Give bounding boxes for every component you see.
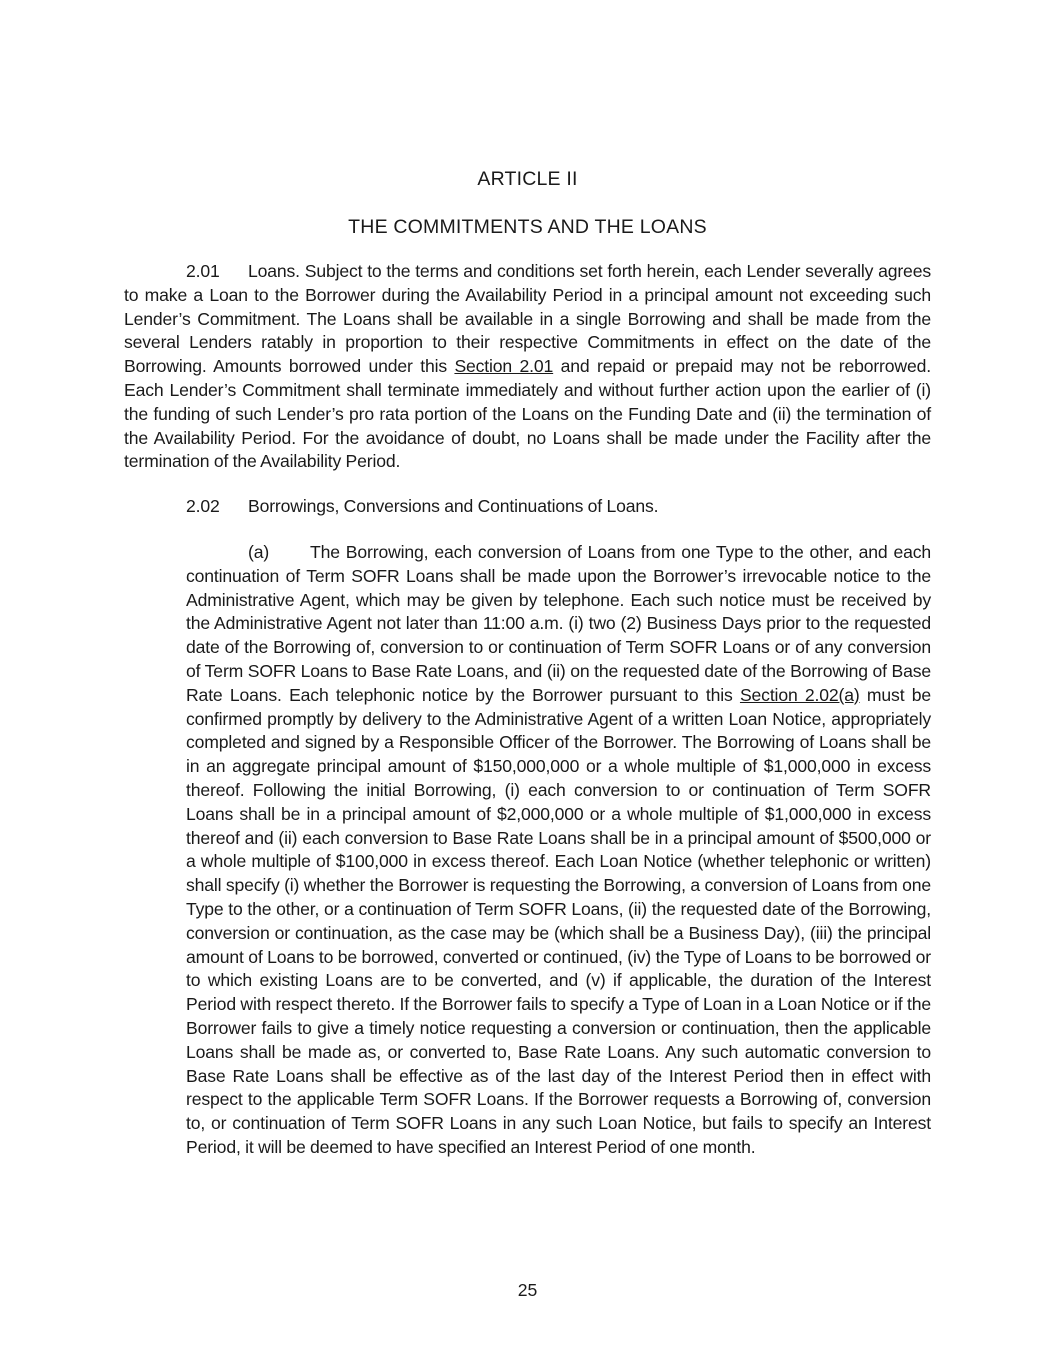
section-2-02-heading: Borrowings, Conversions and Continuations of Loans.: [248, 496, 659, 516]
subsection-a-label: (a): [248, 542, 270, 562]
section-2-02-heading-line: [186, 495, 931, 519]
section-2-01-number: 2.01: [186, 261, 220, 281]
section-2-02-number: 2.02: [186, 496, 220, 516]
section-2-01-text-part-1: Subject to the terms and conditions set forth herein, each Lender severally agrees to make a Loan to the Borrower during the Availability Period in a principal amount not exceeding such Lender’s Commitment. The Loans shall be available in a single Borrowing and shall be made from the several Lenders ratably in proportion to their respective Commitments in effect on the date of the Borrowing. Amounts borrowed under this: [124, 261, 931, 377]
section-2-01-cross-reference[interactable]: Section 2.01: [454, 356, 554, 377]
subsection-a-text-part-1: The Borrowing, each conversion of Loans from one Type to the other, and each continuation of Term SOFR Loans shall be made upon the Borrower’s irrevocable notice to the Administrative Agent, which may be given by telephone. Each such notice must be received by the Administrative Agent not later than 11:00 a.m. (i) two (2) Business Days prior to the requested date of the Borrowing of, conversion to or continuation of Term SOFR Loans or of any conversion of Term SOFR Loans to Base Rate Loans, and (ii) on the requested date of the Borrowing of Base Rate Loans. Each telephonic notice by the Borrower pursuant to this: [186, 542, 931, 705]
article-number: ARTICLE II: [477, 168, 578, 190]
section-2-01-text-part-2: and repaid or prepaid may not be reborrowed. Each Lender’s Commitment shall terminate immediately and without further action upon the earlier of (i) the funding of such Lender’s pro rata portion of the Loans on the Funding Date and (ii) the termination of the Availability Period. For the avoidance of doubt, no Loans shall be made under the Facility after the termination of the Availability Period.: [124, 356, 931, 472]
page-number: 25: [517, 1280, 538, 1300]
subsection-a-text-part-2: must be confirmed promptly by delivery to the Administrative Agent of a written Loan Notice, appropriately completed and signed by a Responsible Officer of the Borrower. The Borrowing of Loans shall be in an aggregate principal amount of $150,000,000 or a whole multiple of $1,000,000 in excess thereof. Following the initial Borrowing, (i) each conversion to or continuation of Term SOFR Loans shall be in a principal amount of $2,000,000 or a whole multiple of $1,000,000 in excess thereof and (ii) each conversion to Base Rate Loans shall be in a principal amount of $500,000 or a whole multiple of $100,000 in excess thereof. Each Loan Notice (whether telephonic or written) shall specify (i) whether the Borrower is requesting the Borrowing, a conversion of Loans from one Type to the other, or a continuation of Term SOFR Loans, (ii) the requested date of the Borrowing, conversion or continuation, as the case may be (which shall be a Business Day), (iii) the principal amount of Loans to be borrowed, converted or continued, (iv) the Type of Loans to be borrowed or to which existing Loans are to be converted, and (v) if applicable, the duration of the Interest Period with respect thereto. If the Borrower fails to specify a Type of Loan in a Loan Notice or if the Borrower fails to give a timely notice requesting a conversion or continuation, then the applicable Loans shall be made as, or converted to, Base Rate Loans. Any such automatic conversion to Base Rate Loans shall be effective as of the last day of the Interest Period then in effect with respect to the applicable Term SOFR Loans. If the Borrower requests a Borrowing of, conversion to, or continuation of Term SOFR Loans in any such Loan Notice, but fails to specify an Interest Period, it will be deemed to have specified an Interest Period of one month.: [186, 684, 932, 1157]
section-2-02-a-paragraph: [186, 541, 931, 1160]
section-2-02-a-cross-reference[interactable]: Section 2.02(a): [739, 684, 860, 705]
section-2-01-heading: Loans.: [248, 261, 300, 281]
article-title: THE COMMITMENTS AND THE LOANS: [348, 216, 707, 238]
section-2-01-paragraph: [124, 260, 931, 474]
